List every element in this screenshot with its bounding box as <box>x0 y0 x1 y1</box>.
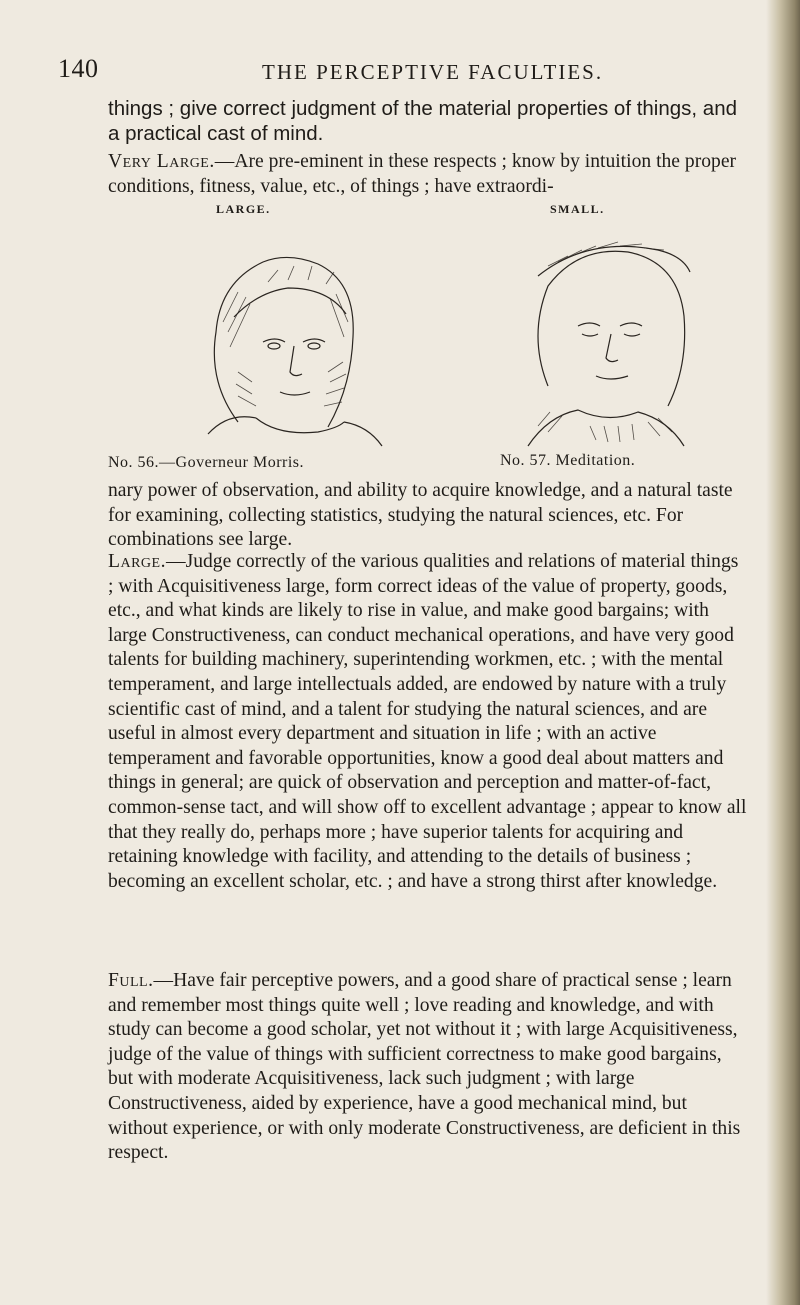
paragraph-lead-large: Large. <box>108 551 166 572</box>
paragraph-continuation-very-large: nary power of observation, and ability to acquire knowledge, and a natural taste for examining, collecting statistics, studying the natural sciences, etc. For combinations see large. <box>108 480 733 551</box>
figure-caption-large: No. 56.—Governeur Morris. <box>108 454 305 471</box>
paragraph-lead-full: Full. <box>108 970 154 991</box>
paragraph-very-large <box>108 150 748 199</box>
paragraph-text-full: —Have fair perceptive powers, and a good share of practical sense ; learn and remember most things quite well ; love reading and knowledge, and with study can become a good scholar, yet not without it ; with large Acquisitiveness, judge of the value of things with sufficient correctness to make good bargains, but with moderate Acquisitiveness, lack such judgment ; with large Constructiveness, aided by experience, have a good mechanical mind, but without experience, or with only moderate Constructiveness, are deficient in this respect. <box>108 970 741 1164</box>
running-head: THE PERCEPTIVE FACULTIES. <box>262 60 604 84</box>
paragraph-text-large: —Judge correctly of the various qualities and relations of material things ; with Acquisitiveness large, form correct ideas of the value of property, goods, etc., and what kinds are likely to rise in value, and make good bargains; with large Constructiveness, can conduct mechanical operations, and have very good talents for building machinery, superintending workmen, etc. ; with the mental temperament, and large intellectuals added, are endowed by nature with a truly scientific cast of mind, and a talent for studying the natural sciences, and are useful in almost every department and situation in life ; with an active temperament and favorable opportunities, know a good deal about matters and things in general; are quick of observation and perception and matter-of-fact, common-sense tact, and will show off to excellent advantage ; appear to know all that they really do, perhaps more ; have superior talents for acquiring and retaining knowledge with facility, and attending to the details of business ; becoming an excellent scholar, etc. ; and have a strong thirst after knowledge. <box>108 551 747 892</box>
portrait-meditation <box>508 226 698 448</box>
paragraph-full <box>108 969 748 1166</box>
portrait-governeur-morris <box>168 222 408 448</box>
paragraph-lead-very-large: Very Large. <box>108 151 215 172</box>
page-number: 140 <box>58 54 99 83</box>
paragraph-text-very-large: —Are pre-eminent in these respects ; know by intuition the proper conditions, fitness, value, etc., of things ; have extraordi- <box>108 151 737 197</box>
figure-label-small: SMALL. <box>550 202 605 216</box>
page-edge-shadow <box>766 0 800 1305</box>
page-header <box>58 54 758 88</box>
paragraph-continuation: things ; give correct judgment of the material properties of things, and a practical cast of mind. <box>108 97 738 145</box>
figure-small <box>500 202 738 482</box>
figure-large <box>108 202 408 482</box>
figure-label-large: LARGE. <box>216 202 271 216</box>
figure-caption-small: No. 57. Meditation. <box>500 452 636 469</box>
paragraph-large <box>108 550 748 894</box>
